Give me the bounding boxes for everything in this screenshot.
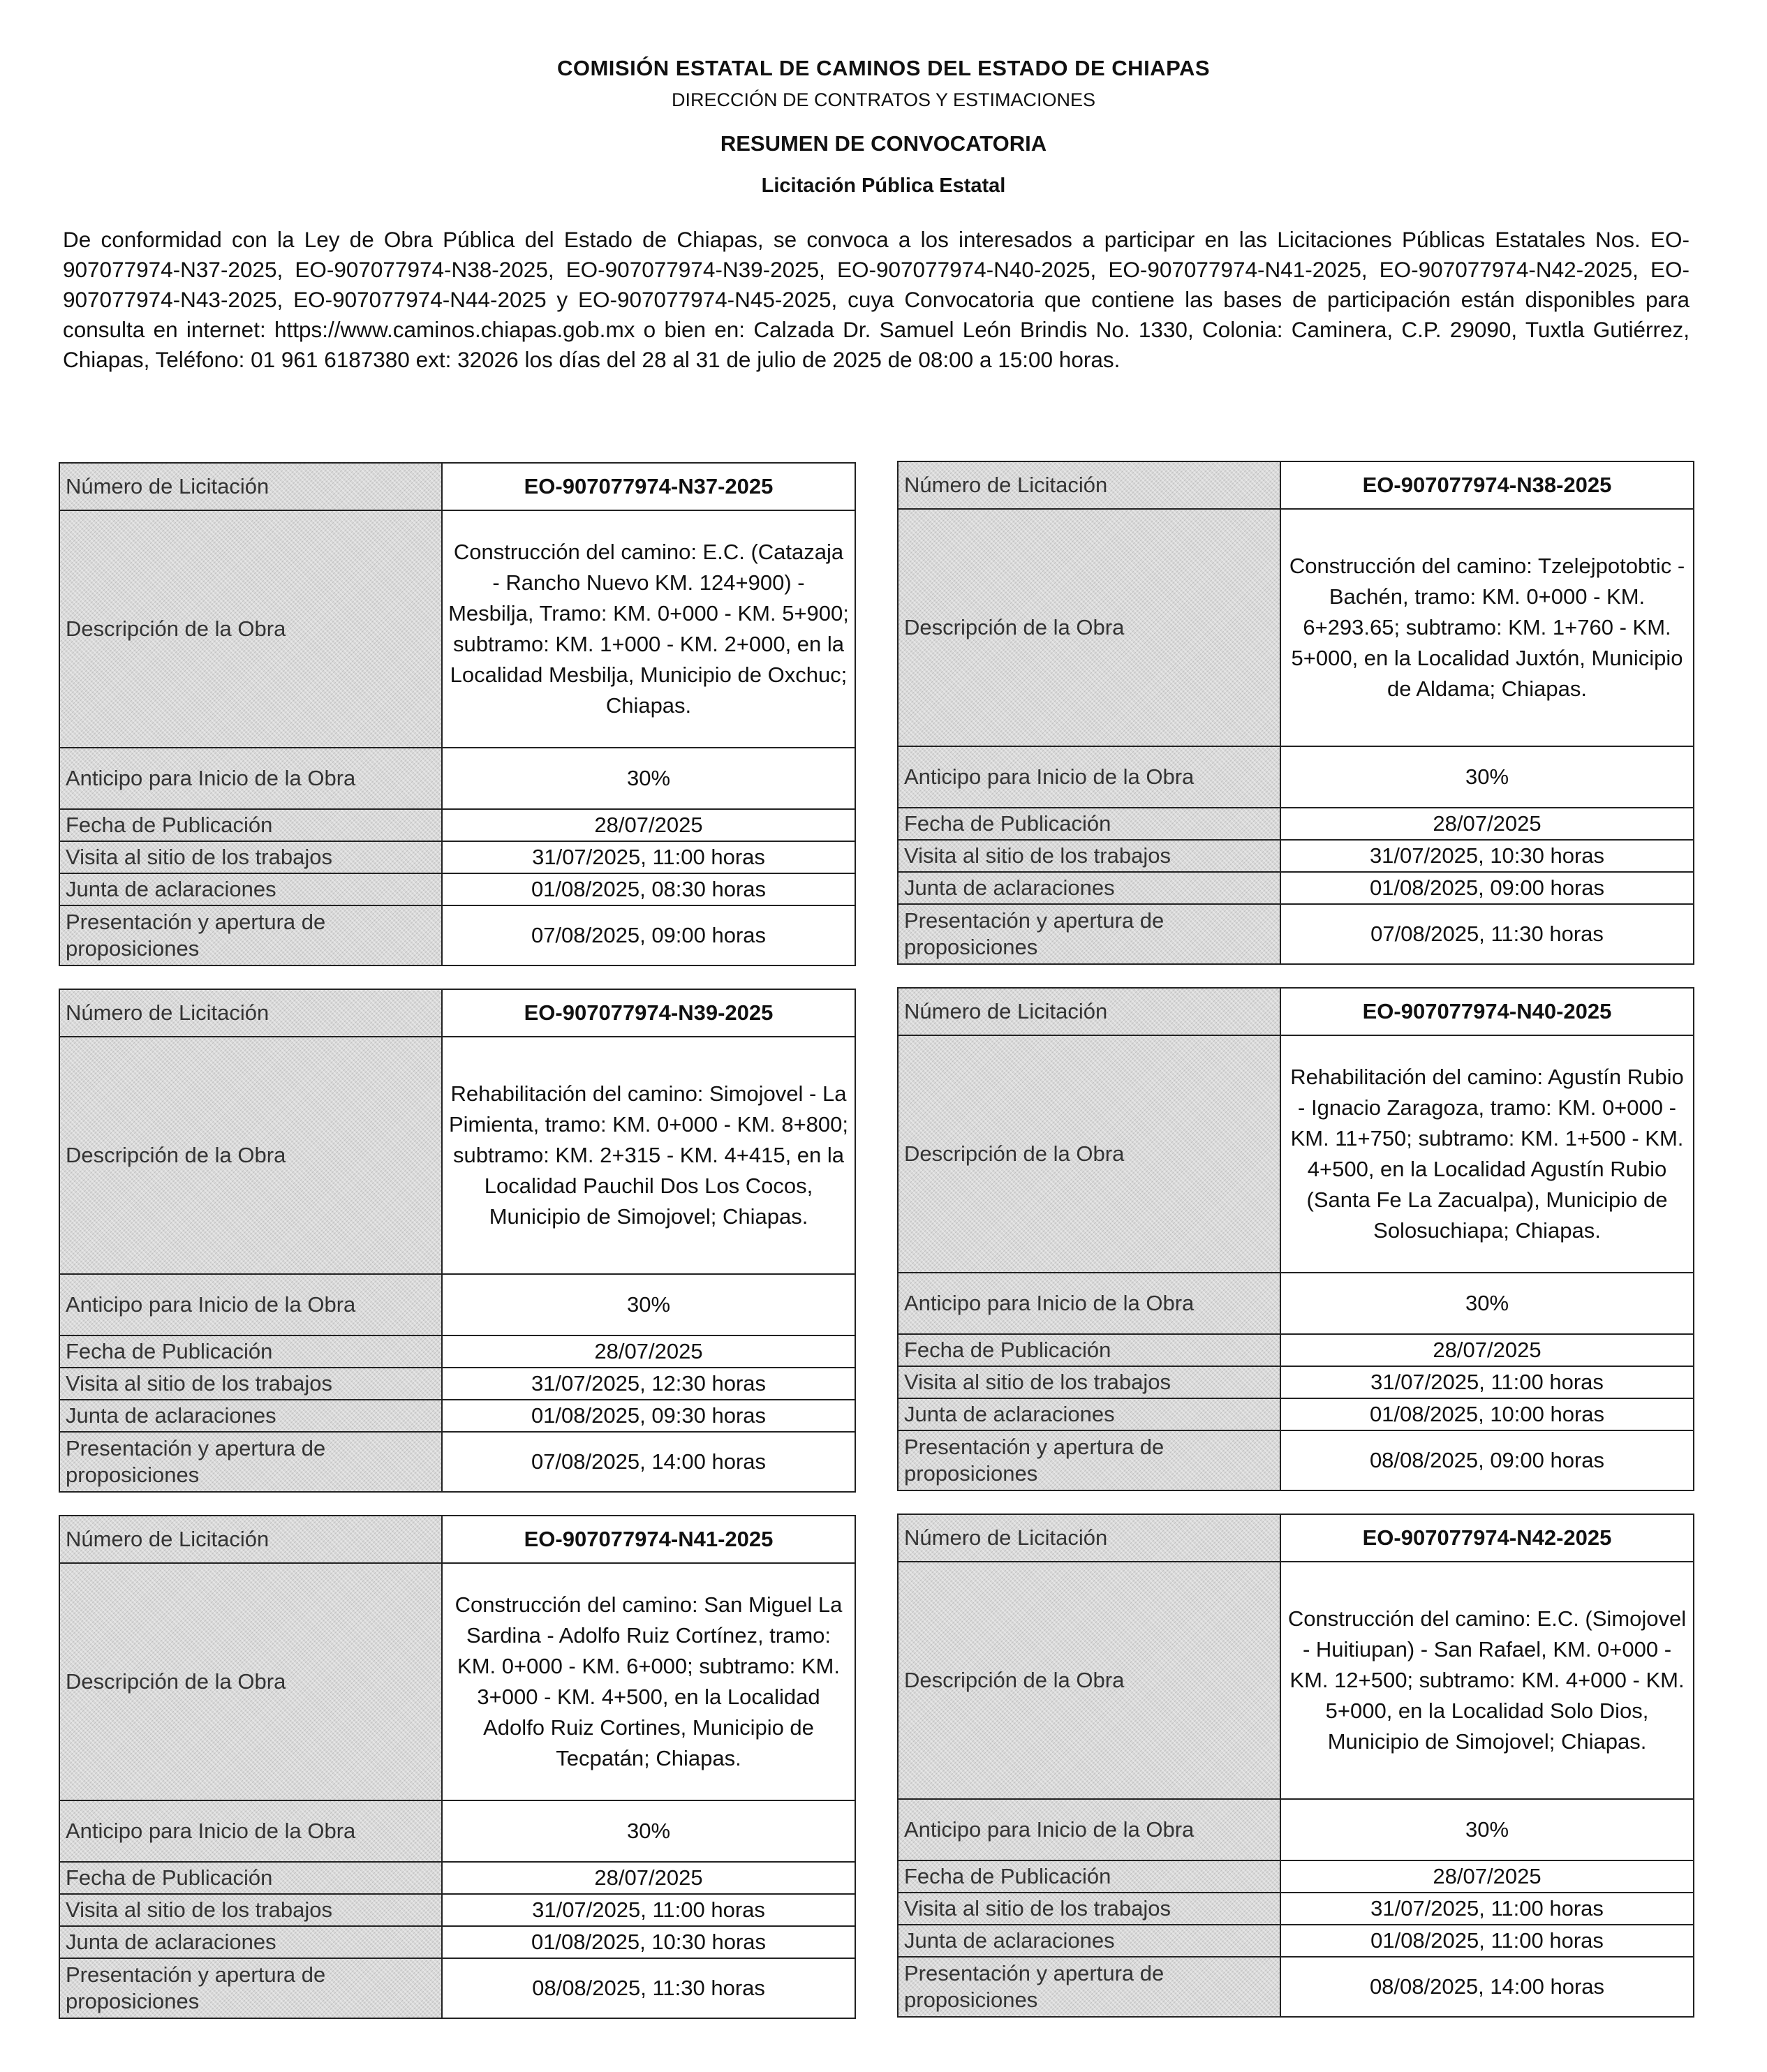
label-numero: Número de Licitación (898, 461, 1280, 509)
licitacion-card-n42 (897, 1514, 1694, 2018)
descripcion-value: Rehabilitación del camino: Agustín Rubio - Ignacio Zaragoza, tramo: KM. 0+000 - KM. 11+750; subtramo: KM. 1+500 - KM. 4+500, en la Localidad Agustín Rubio (Santa Fe La Zacualpa), Municipio de Solosuchiapa; Chiapas. (1280, 1035, 1694, 1273)
presentacion-value: 07/08/2025, 09:00 horas (442, 905, 855, 965)
presentacion-value: 07/08/2025, 11:30 horas (1280, 904, 1694, 964)
label-fecha: Fecha de Publicación (898, 808, 1280, 840)
visita-value: 31/07/2025, 10:30 horas (1280, 840, 1694, 872)
fecha-value: 28/07/2025 (1280, 1334, 1694, 1366)
label-anticipo: Anticipo para Inicio de la Obra (59, 1274, 442, 1335)
document-heading: RESUMEN DE CONVOCATORIA (720, 131, 1047, 156)
fecha-value: 28/07/2025 (442, 1862, 855, 1894)
presentacion-value: 07/08/2025, 14:00 horas (442, 1432, 855, 1492)
numero-value: EO-907077974-N39-2025 (442, 989, 855, 1037)
label-descripcion: Descripción de la Obra (898, 509, 1280, 746)
descripcion-value: Construcción del camino: Tzelejpotobtic - Bachén, tramo: KM. 0+000 - KM. 6+293.65; subtramo: KM. 1+760 - KM. 5+000, en la Localidad Juxtón, Municipio de Aldama; Chiapas. (1280, 509, 1694, 746)
fecha-value: 28/07/2025 (442, 809, 855, 841)
label-numero: Número de Licitación (59, 1516, 442, 1563)
fecha-value: 28/07/2025 (1280, 1860, 1694, 1893)
visita-value: 31/07/2025, 11:00 horas (1280, 1366, 1694, 1398)
numero-value: EO-907077974-N38-2025 (1280, 461, 1694, 509)
label-anticipo: Anticipo para Inicio de la Obra (59, 748, 442, 809)
label-visita: Visita al sitio de los trabajos (898, 1366, 1280, 1398)
document-title: COMISIÓN ESTATAL DE CAMINOS DEL ESTADO DE CHIAPAS (556, 56, 1211, 80)
intro-paragraph: De conformidad con la Ley de Obra Pública del Estado de Chiapas, se convoca a los interesados a participar en las Licitaciones Públicas Estatales Nos. EO-907077974-N37-2025, EO-907077974-N38-2025, EO-907077974-N39-2025, EO-907077974-N40-2025, EO-907077974-N41-2025, EO-907077974-N42-2025, EO-907077974-N43-2025, EO-907077974-N44-2025 y EO-907077974-N45-2025, cuya Convocatoria que contiene las bases de participación están disponibles para consulta en internet: https://www.caminos.chiapas.gob.mx o bien en: Calzada Dr. Samuel León Brindis No. 1330, Colonia: Caminera, C.P. 29090, Tuxtla Gutiérrez, Chiapas, Teléfono: 01 961 6187380 ext: 32026 los días del 28 al 31 de julio de 2025 de 08:00 a 15:00 horas. (63, 227, 1690, 372)
anticipo-value: 30% (1280, 746, 1694, 808)
descripcion-value: Construcción del camino: E.C. (Catazaja - Rancho Nuevo KM. 124+900) - Mesbilja, Tramo: KM. 0+000 - KM. 5+900; subtramo: KM. 1+000 - KM. 2+000, en la Localidad Mesbilja, Municipio de Oxchuc; Chiapas. (442, 510, 855, 748)
label-junta: Junta de aclaraciones (898, 1398, 1280, 1430)
junta-value: 01/08/2025, 09:00 horas (1280, 872, 1694, 904)
label-descripcion: Descripción de la Obra (898, 1562, 1280, 1799)
anticipo-value: 30% (442, 748, 855, 809)
junta-value: 01/08/2025, 10:00 horas (1280, 1398, 1694, 1430)
visita-value: 31/07/2025, 12:30 horas (442, 1368, 855, 1400)
numero-value: EO-907077974-N42-2025 (1280, 1514, 1694, 1562)
anticipo-value: 30% (1280, 1273, 1694, 1334)
fecha-value: 28/07/2025 (442, 1335, 855, 1368)
visita-value: 31/07/2025, 11:00 horas (1280, 1893, 1694, 1925)
junta-value: 01/08/2025, 08:30 horas (442, 873, 855, 905)
label-presentacion: Presentación y apertura de proposiciones (59, 1958, 442, 2018)
label-descripcion: Descripción de la Obra (59, 1563, 442, 1800)
label-fecha: Fecha de Publicación (59, 809, 442, 841)
presentacion-value: 08/08/2025, 09:00 horas (1280, 1430, 1694, 1490)
label-numero: Número de Licitación (898, 988, 1280, 1035)
label-anticipo: Anticipo para Inicio de la Obra (59, 1800, 442, 1862)
label-junta: Junta de aclaraciones (898, 1925, 1280, 1957)
descripcion-value: Rehabilitación del camino: Simojovel - La Pimienta, tramo: KM. 0+000 - KM. 8+800; subtramo: KM. 2+315 - KM. 4+415, en la Localidad Pauchil Dos Los Cocos, Municipio de Simojovel; Chiapas. (442, 1037, 855, 1274)
label-anticipo: Anticipo para Inicio de la Obra (898, 746, 1280, 808)
junta-value: 01/08/2025, 11:00 horas (1280, 1925, 1694, 1957)
label-presentacion: Presentación y apertura de proposiciones (59, 1432, 442, 1492)
label-descripcion: Descripción de la Obra (59, 1037, 442, 1274)
label-descripcion: Descripción de la Obra (898, 1035, 1280, 1273)
anticipo-value: 30% (442, 1274, 855, 1335)
label-fecha: Fecha de Publicación (59, 1862, 442, 1894)
numero-value: EO-907077974-N37-2025 (442, 463, 855, 510)
label-presentacion: Presentación y apertura de proposiciones (898, 904, 1280, 964)
label-anticipo: Anticipo para Inicio de la Obra (898, 1273, 1280, 1334)
presentacion-value: 08/08/2025, 11:30 horas (442, 1958, 855, 2018)
anticipo-value: 30% (442, 1800, 855, 1862)
presentacion-value: 08/08/2025, 14:00 horas (1280, 1957, 1694, 2017)
label-descripcion: Descripción de la Obra (59, 510, 442, 748)
licitacion-card-n41 (59, 1515, 856, 2019)
numero-value: EO-907077974-N40-2025 (1280, 988, 1694, 1035)
anticipo-value: 30% (1280, 1799, 1694, 1860)
label-fecha: Fecha de Publicación (898, 1334, 1280, 1366)
label-numero: Número de Licitación (898, 1514, 1280, 1562)
label-presentacion: Presentación y apertura de proposiciones (59, 905, 442, 965)
label-presentacion: Presentación y apertura de proposiciones (898, 1430, 1280, 1490)
licitacion-card-n39 (59, 989, 856, 1493)
junta-value: 01/08/2025, 10:30 horas (442, 1926, 855, 1958)
label-visita: Visita al sitio de los trabajos (59, 841, 442, 873)
fecha-value: 28/07/2025 (1280, 808, 1694, 840)
label-anticipo: Anticipo para Inicio de la Obra (898, 1799, 1280, 1860)
licitacion-card-n40 (897, 987, 1694, 1491)
label-fecha: Fecha de Publicación (59, 1335, 442, 1368)
descripcion-value: Construcción del camino: San Miguel La Sardina - Adolfo Ruiz Cortínez, tramo: KM. 0+000 - KM. 6+000; subtramo: KM. 3+000 - KM. 4+500, en la Localidad Adolfo Ruiz Cortines, Municipio de Tecpatán; Chiapas. (442, 1563, 855, 1800)
licitacion-card-n37 (59, 462, 856, 966)
visita-value: 31/07/2025, 11:00 horas (442, 841, 855, 873)
junta-value: 01/08/2025, 09:30 horas (442, 1400, 855, 1432)
label-visita: Visita al sitio de los trabajos (898, 840, 1280, 872)
label-numero: Número de Licitación (59, 989, 442, 1037)
label-junta: Junta de aclaraciones (59, 873, 442, 905)
label-junta: Junta de aclaraciones (898, 872, 1280, 904)
document-subheading: Licitación Pública Estatal (761, 175, 1006, 197)
label-visita: Visita al sitio de los trabajos (59, 1368, 442, 1400)
document-subtitle: DIRECCIÓN DE CONTRATOS Y ESTIMACIONES (671, 89, 1096, 110)
label-junta: Junta de aclaraciones (59, 1926, 442, 1958)
visita-value: 31/07/2025, 11:00 horas (442, 1894, 855, 1926)
label-visita: Visita al sitio de los trabajos (898, 1893, 1280, 1925)
licitacion-card-n38 (897, 461, 1694, 965)
descripcion-value: Construcción del camino: E.C. (Simojovel - Huitiupan) - San Rafael, KM. 0+000 - KM. 12+500; subtramo: KM. 4+000 - KM. 5+000, en la Localidad Solo Dios, Municipio de Simojovel; Chiapas. (1280, 1562, 1694, 1799)
label-visita: Visita al sitio de los trabajos (59, 1894, 442, 1926)
label-presentacion: Presentación y apertura de proposiciones (898, 1957, 1280, 2017)
numero-value: EO-907077974-N41-2025 (442, 1516, 855, 1563)
label-numero: Número de Licitación (59, 463, 442, 510)
label-junta: Junta de aclaraciones (59, 1400, 442, 1432)
label-fecha: Fecha de Publicación (898, 1860, 1280, 1893)
